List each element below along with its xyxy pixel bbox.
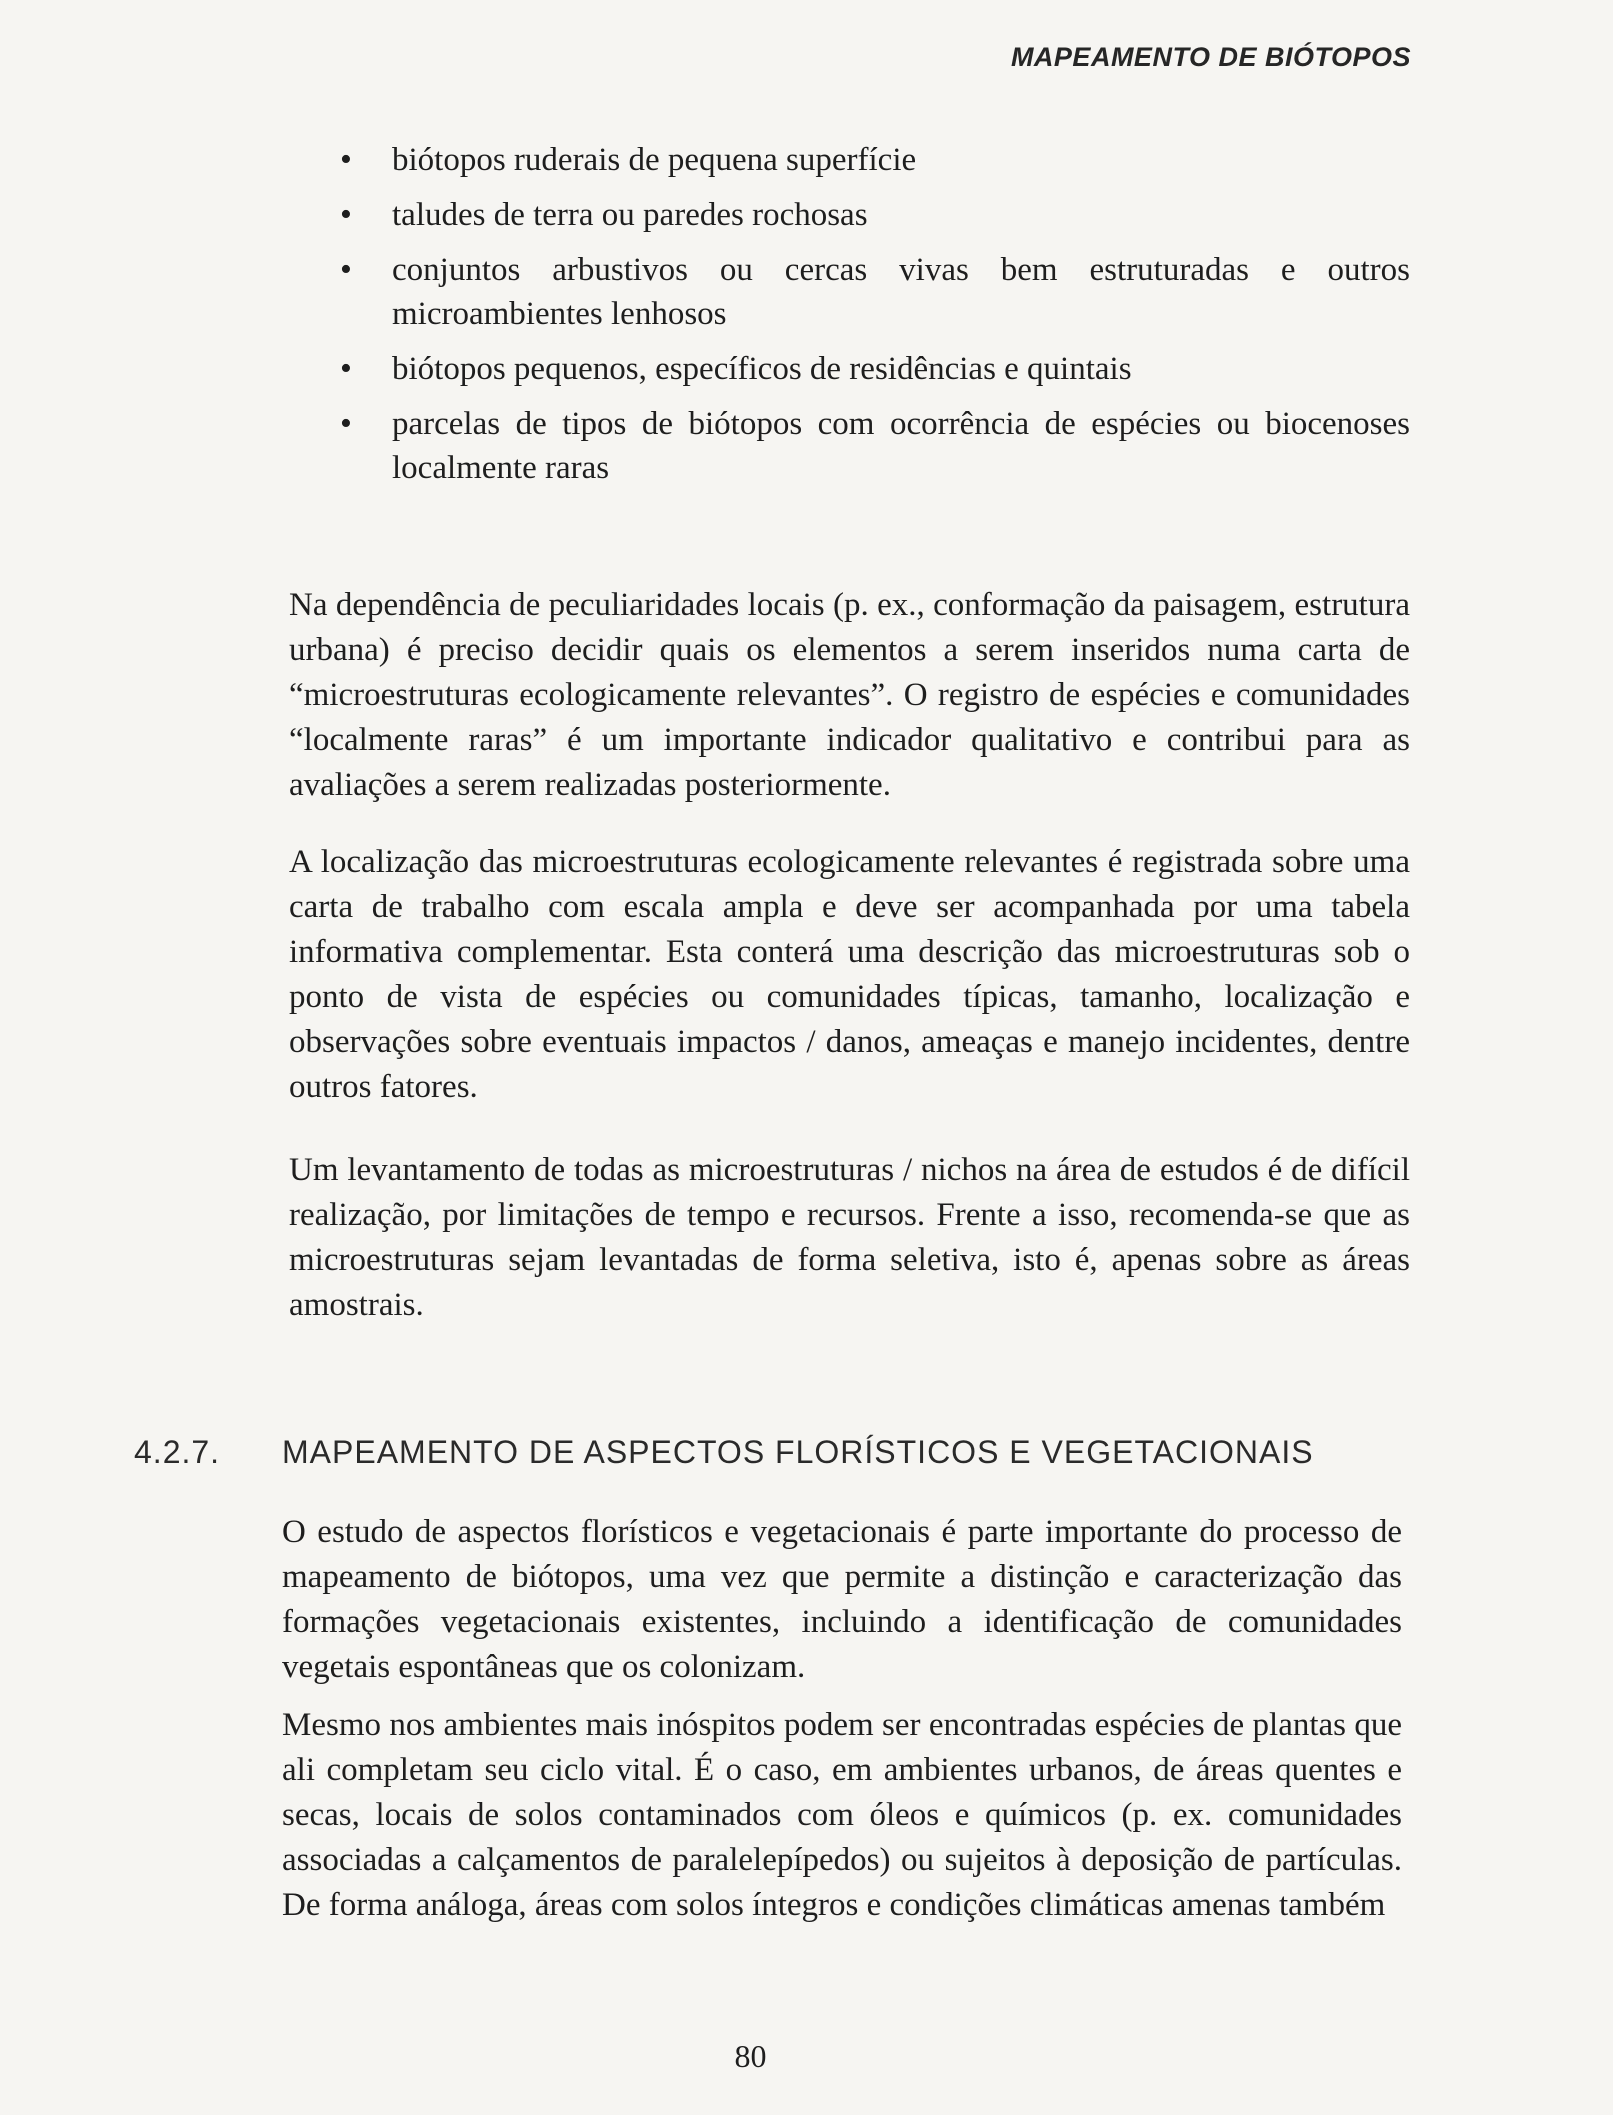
body-paragraph: Um levantamento de todas as microestruturas / nichos na área de estudos é de difícil realização, por limitações de tempo e recursos. Frente a isso, recomenda-se que as microestruturas sejam levantadas de forma seletiva, isto é, apenas sobre as áreas amostrais. (289, 1152, 1410, 1323)
section-paragraph: Mesmo nos ambientes mais inóspitos podem ser encontradas espécies de plantas que ali completam seu ciclo vital. É o caso, em ambientes urbanos, de áreas quentes e secas, locais de solos contaminados com óleos e químicos (p. ex. comunidades associadas a calçamentos de paralelepípedos) ou sujeitos à deposição de partículas. De forma análoga, áreas com solos íntegros e condições climáticas amenas também (282, 1707, 1402, 1923)
bullet-list (340, 138, 1410, 501)
running-header: MAPEAMENTO DE BIÓTOPOS (1010, 42, 1411, 72)
section-number: 4.2.7. (134, 1434, 221, 1470)
section-paragraph: O estudo de aspectos florísticos e vegetacionais é parte importante do processo de mapeamento de biótopos, uma vez que permite a distinção e caracterização das formações vegetacionais existentes, incluindo a identificação de comunidades vegetais espontâneas que os colonizam. (282, 1514, 1402, 1685)
list-item: • taludes de terra ou paredes rochosas (340, 193, 1410, 237)
page-number-label: 80 (734, 2038, 767, 2074)
list-item: • conjuntos arbustivos ou cercas vivas bem estruturadas e outros microambientes lenhosos (340, 248, 1410, 336)
section-heading (134, 1434, 1314, 1471)
list-item: • parcelas de tipos de biótopos com ocorrência de espécies ou biocenoses localmente raras (340, 402, 1410, 490)
page-number (0, 2038, 1613, 2115)
section-title: MAPEAMENTO DE ASPECTOS FLORÍSTICOS E VEGETACIONAIS (282, 1434, 1314, 1470)
list-item: • biótopos ruderais de pequena superfície (340, 138, 1410, 182)
body-paragraph: Na dependência de peculiaridades locais (p. ex., conformação da paisagem, estrutura urbana) é preciso decidir quais os elementos a serem inseridos numa carta de “microestruturas ecologicamente relevantes”. O registro de espécies e comunidades “localmente raras” é um importante indicador qualitativo e contribui para as avaliações a serem realizadas posteriormente. (289, 587, 1410, 803)
list-item: • biótopos pequenos, específicos de residências e quintais (340, 347, 1410, 391)
body-paragraph: A localização das microestruturas ecologicamente relevantes é registrada sobre uma carta de trabalho com escala ampla e deve ser acompanhada por uma tabela informativa complementar. Esta conterá uma descrição das microestruturas sob o ponto de vista de espécies ou comunidades típicas, tamanho, localização e observações sobre eventuais impactos / danos, ameaças e manejo incidentes, dentre outros fatores. (289, 844, 1410, 1105)
